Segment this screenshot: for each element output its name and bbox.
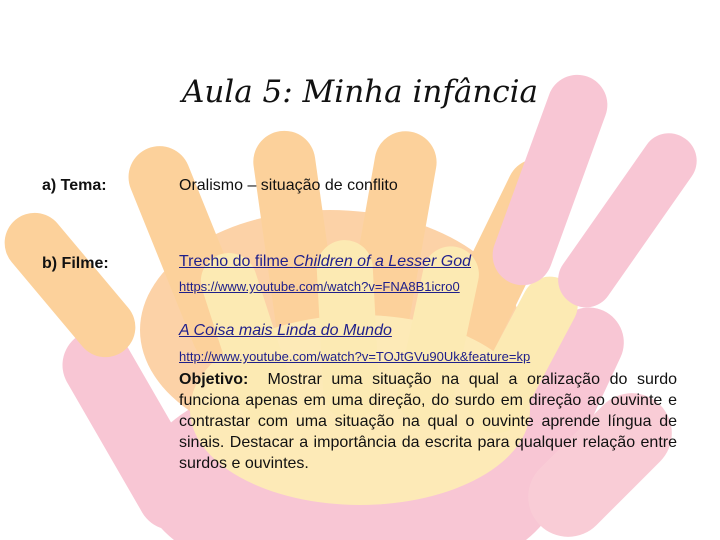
film1-prefix: Trecho do filme — [179, 253, 294, 270]
objective-label: Objetivo: — [179, 371, 249, 388]
filme-label: b) Filme: — [42, 255, 109, 272]
tema-label: a) Tema: — [42, 177, 107, 194]
film2-link[interactable]: A Coisa mais Linda do Mundo — [179, 322, 392, 339]
objective-paragraph — [179, 369, 677, 474]
film1-title: Children of a Lesser God — [293, 253, 471, 270]
film1-link[interactable] — [179, 253, 471, 271]
objective-text: Mostrar uma situação na qual a oralização do surdo funciona apenas em uma direção, do surdo em direção ao ouvinte e contrastar com uma situação na qual o ouvinte aprende língua de sinais. Destacar a importância da escrita para qualquer relação entre surdos e ouvintes. — [179, 371, 677, 472]
slide-title: Aula 5: Minha infância — [181, 74, 539, 110]
tema-value: Oralismo – situação de conflito — [179, 177, 398, 194]
film2-url-link[interactable]: http://www.youtube.com/watch?v=TOJtGVu90Uk&feature=kp — [179, 349, 531, 364]
film1-url-link[interactable]: https://www.youtube.com/watch?v=FNA8B1icro0 — [179, 279, 460, 294]
